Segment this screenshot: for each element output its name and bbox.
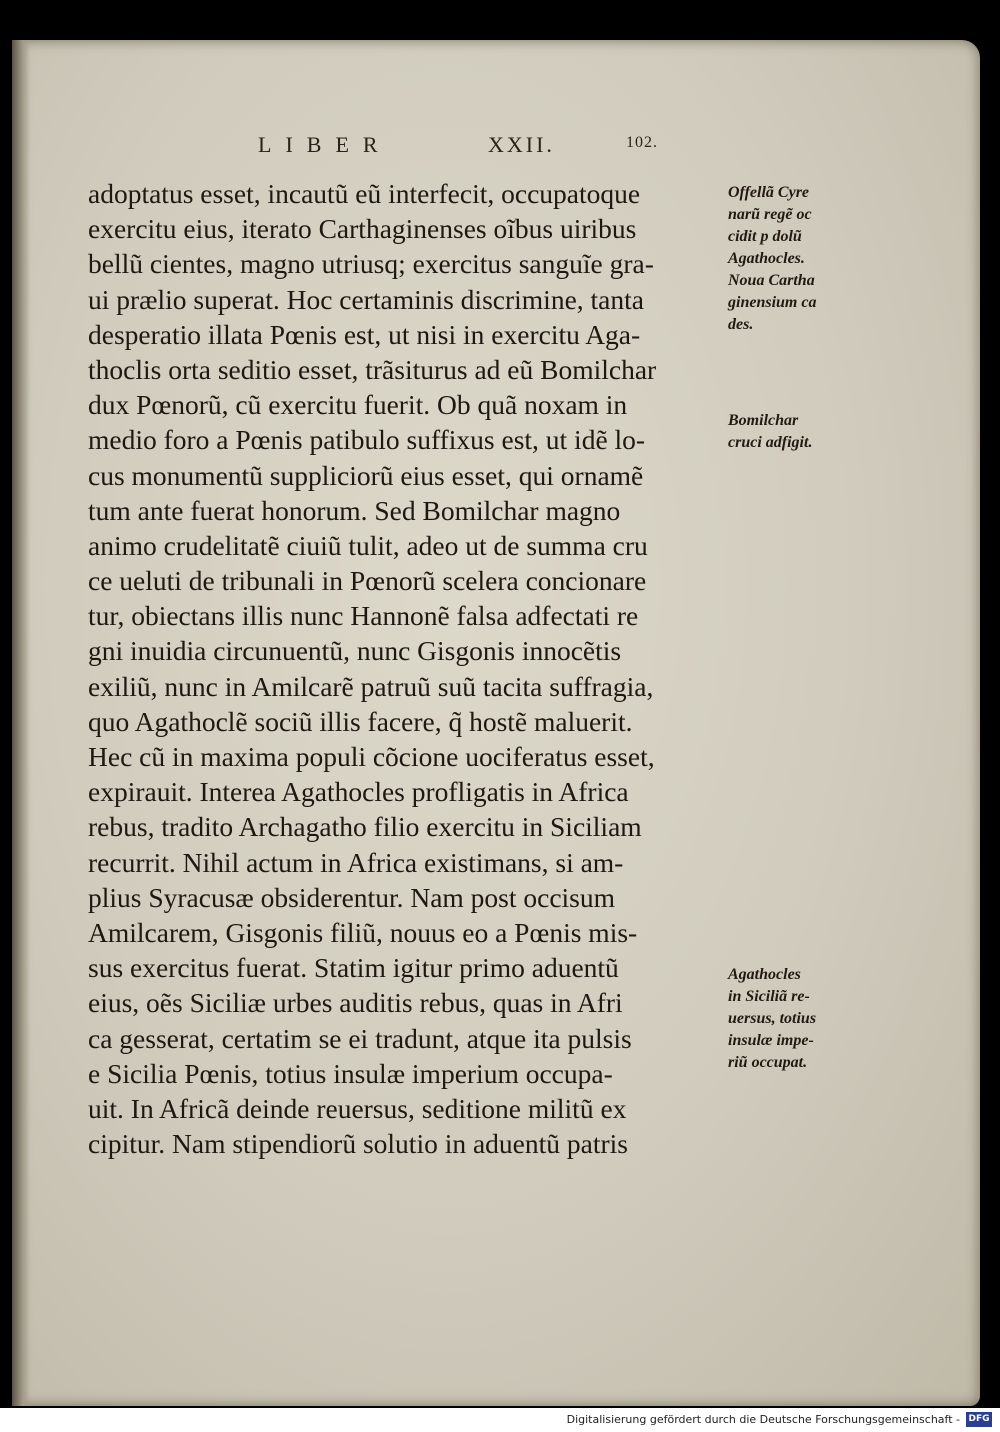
marginal-note-line: in Siciliã re- xyxy=(728,988,810,1005)
text-line: cipitur. Nam stipendiorũ solutio in aduentũ patris xyxy=(88,1128,628,1160)
text-line: Amilcarem, Gisgonis filiũ, nouus eo a Pœnis mis- xyxy=(88,916,638,948)
text-line: e Sicilia Pœnis, totius insulæ imperium occupa- xyxy=(88,1057,613,1089)
marginal-note-line: Agathocles. xyxy=(728,250,805,267)
text-line: tum ante fuerat honorum. Sed Bomilchar magno xyxy=(88,494,621,526)
text-line: uit. In Africã deinde reuersus, seditione militũ ex xyxy=(88,1092,627,1124)
marginal-note-line: cruci adfigit. xyxy=(728,434,813,451)
dfg-logo: DFG xyxy=(966,1412,992,1427)
running-head-book-number: XXII. xyxy=(488,132,555,157)
marginal-note-line: Offellã Cyre xyxy=(728,184,810,201)
text-line: Hec cũ in maxima populi cõcione uociferatus esset, xyxy=(88,741,655,772)
text-line: plius Syracusæ obsiderentur. Nam post occisum xyxy=(88,881,616,913)
folio-number: 102. xyxy=(626,134,658,151)
text-line: ca gesserat, certatim se ei tradunt, atque ita pulsis xyxy=(88,1022,632,1054)
text-line: tur, obiectans illis nunc Hannonẽ falsa adfectati re xyxy=(88,600,639,632)
text-line: cus monumentũ suppliciorũ eius esset, qui ornamẽ xyxy=(88,459,644,491)
marginal-note-line: Bomilchar xyxy=(728,412,799,429)
marginal-note-line: cidit p dolũ xyxy=(728,228,802,245)
text-line: expirauit. Interea Agathocles profligatis in Africa xyxy=(88,776,629,808)
text-line: dux Pœnorũ, cũ exercitu fuerit. Ob quã noxam in xyxy=(88,389,628,421)
text-line: thoclis orta seditio esset, trãsiturus ad eũ Bomilchar xyxy=(88,353,657,385)
funding-credit: Digitalisierung gefördert durch die Deutsche Forschungsgemeinschaft - xyxy=(566,1413,960,1426)
page-gutter-shadow xyxy=(12,40,30,1406)
marginal-note-line: Noua Cartha xyxy=(728,272,815,289)
text-line: desperatio illata Pœnis est, ut nisi in exercitu Aga- xyxy=(88,318,641,350)
marginal-note-line: Agathocles xyxy=(728,966,801,983)
marginal-note-line: narũ regẽ oc xyxy=(728,206,812,223)
text-line: eius, oẽs Siciliæ urbes auditis rebus, quas in Afri xyxy=(88,987,623,1019)
text-line: rebus, tradito Archagatho filio exercitu in Siciliam xyxy=(88,811,642,843)
marginal-note-1 xyxy=(728,182,858,336)
text-line: exercitu eius, iterato Carthaginenses oĩbus uiribus xyxy=(88,213,637,245)
text-line: animo crudelitatẽ ciuiũ tulit, adeo ut de summa cru xyxy=(88,529,648,561)
main-text-block xyxy=(88,176,718,1161)
text-line: bellũ cientes, magno utriusq; exercitus sanguĩe gra- xyxy=(88,248,654,280)
text-line: gni inuidia circunuentũ, nunc Gisgonis innocẽtis xyxy=(88,635,622,667)
marginal-note-line: ginensium ca xyxy=(728,294,817,311)
marginal-note-3 xyxy=(728,964,858,1074)
marginal-note-line: riũ occupat. xyxy=(728,1054,808,1071)
marginal-note-line: uersus, totius xyxy=(728,1010,817,1027)
running-head-title: LIBER xyxy=(258,132,392,157)
text-line: ui prælio superat. Hoc certaminis discrimine, tanta xyxy=(88,283,644,315)
text-line: medio foro a Pœnis patibulo suffixus est, ut idẽ lo- xyxy=(88,424,646,456)
text-line: recurrit. Nihil actum in Africa existimans, si am- xyxy=(88,846,624,878)
marginal-note-line: des. xyxy=(728,316,754,333)
marginal-note-2 xyxy=(728,410,858,454)
text-line: sus exercitus fuerat. Statim igitur primo aduentũ xyxy=(88,952,619,984)
text-line: ce ueluti de tribunali in Pœnorũ scelera concionare xyxy=(88,565,647,597)
marginal-note-line: insulæ impe- xyxy=(728,1032,814,1049)
text-line: quo Agathoclẽ sociũ illis facere, q̃ hostẽ maluerit. xyxy=(88,705,633,737)
footer-bar xyxy=(0,1408,1000,1432)
text-line: exiliũ, nunc in Amilcarẽ patruũ suũ tacita suffragia, xyxy=(88,670,654,702)
text-line: adoptatus esset, incautũ eũ interfecit, occupatoque xyxy=(88,178,641,209)
running-head xyxy=(258,132,678,162)
